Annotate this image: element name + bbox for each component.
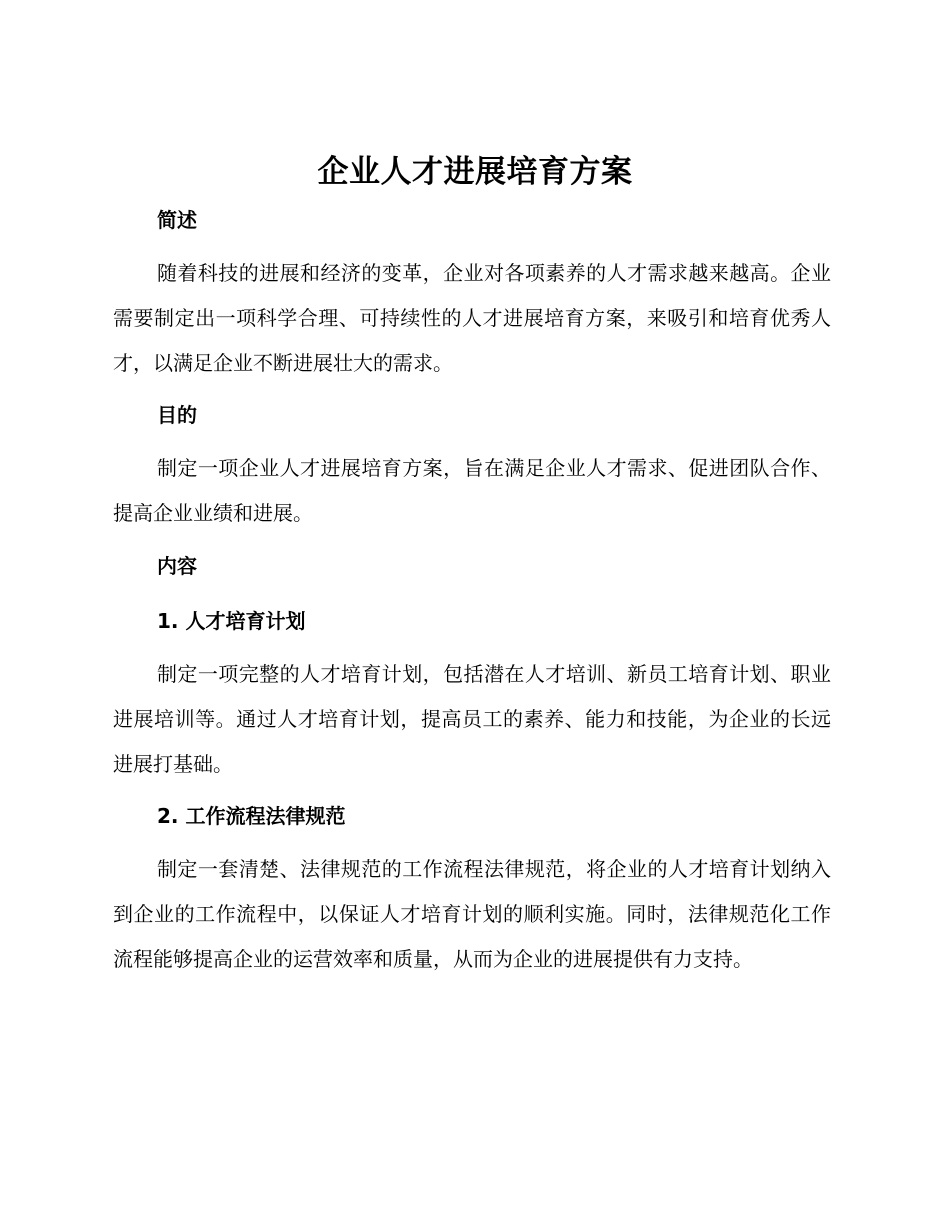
section-paragraph-workflow: 制定一套清楚、法律规范的工作流程法律规范，将企业的人才培育计划纳入到企业的工作流程中，以保证人才培育计划的顺利实施。同时，法律规范化工作流程能够提高企业的运营效率和质量，从而为企业的进展提供有力支持。 xyxy=(113,857,831,971)
section-heading-workflow: 2. 工作流程法律规范 xyxy=(157,804,346,828)
section-paragraph-talent-plan: 制定一项完整的人才培育计划，包括潜在人才培训、新员工培育计划、职业进展培训等。通过人才培育计划，提高员工的素养、能力和技能，为企业的长远进展打基础。 xyxy=(113,662,831,776)
section-heading-overview: 简述 xyxy=(157,208,197,232)
section-paragraph-purpose: 制定一项企业人才进展培育方案，旨在满足企业人才需求、促进团队合作、提高企业业绩和进展。 xyxy=(113,456,831,525)
section-heading-content: 内容 xyxy=(157,554,197,578)
section-heading-talent-plan: 1. 人才培育计划 xyxy=(157,609,306,633)
section-heading-purpose: 目的 xyxy=(157,403,197,427)
section-paragraph-overview: 随着科技的进展和经济的变革，企业对各项素养的人才需求越来越高。企业需要制定出一项科学合理、可持续性的人才进展培育方案，来吸引和培育优秀人才，以满足企业不断进展壮大的需求。 xyxy=(113,261,831,375)
document-title: 企业人才进展培育方案 xyxy=(317,154,633,190)
